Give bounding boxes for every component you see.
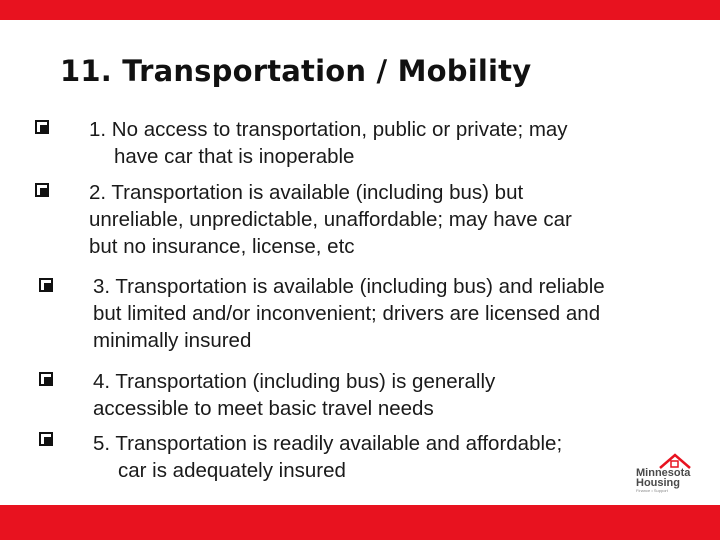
list-item (93, 368, 495, 422)
logo-text-minnesota: Minnesota (636, 467, 691, 479)
list-item-line: 5. Transportation is readily available and affordable; (93, 432, 563, 455)
list-item-line: car is adequately insured (118, 459, 346, 482)
list-item (89, 179, 572, 260)
list-item-line: accessible to meet basic travel needs (93, 397, 434, 420)
list-item-line: have car that is inoperable (114, 145, 355, 168)
checkbox-bullet-icon (39, 432, 53, 446)
list-item-line: minimally insured (93, 329, 252, 352)
logo-text-housing: Housing (636, 477, 680, 489)
checkbox-bullet-icon (39, 372, 53, 386)
list-item-line: 4. Transportation (including bus) is generally (93, 370, 496, 393)
list-item-line: but limited and/or inconvenient; drivers are licensed and (93, 302, 601, 325)
list-item-line: 1. No access to transportation, public or private; may (89, 118, 568, 141)
slide-title: 11. Transportation / Mobility (60, 54, 532, 88)
list-item (93, 430, 562, 484)
list-item-line: 2. Transportation is available (including bus) but (89, 181, 524, 204)
checkbox-bullet-icon (35, 183, 49, 197)
checkbox-bullet-icon (35, 120, 49, 134)
minnesota-housing-logo (634, 452, 706, 494)
list-item (89, 116, 568, 170)
bottom-accent-bar (0, 505, 720, 540)
list-item-line: 3. Transportation is available (including bus) and reliable (93, 275, 605, 298)
list-item (93, 273, 605, 354)
logo-tagline: Finance • Support (636, 488, 668, 493)
checkbox-bullet-icon (39, 278, 53, 292)
list-item-line: unreliable, unpredictable, unaffordable; may have car (89, 208, 572, 231)
list-item-line: but no insurance, license, etc (89, 235, 355, 258)
top-accent-bar (0, 0, 720, 20)
